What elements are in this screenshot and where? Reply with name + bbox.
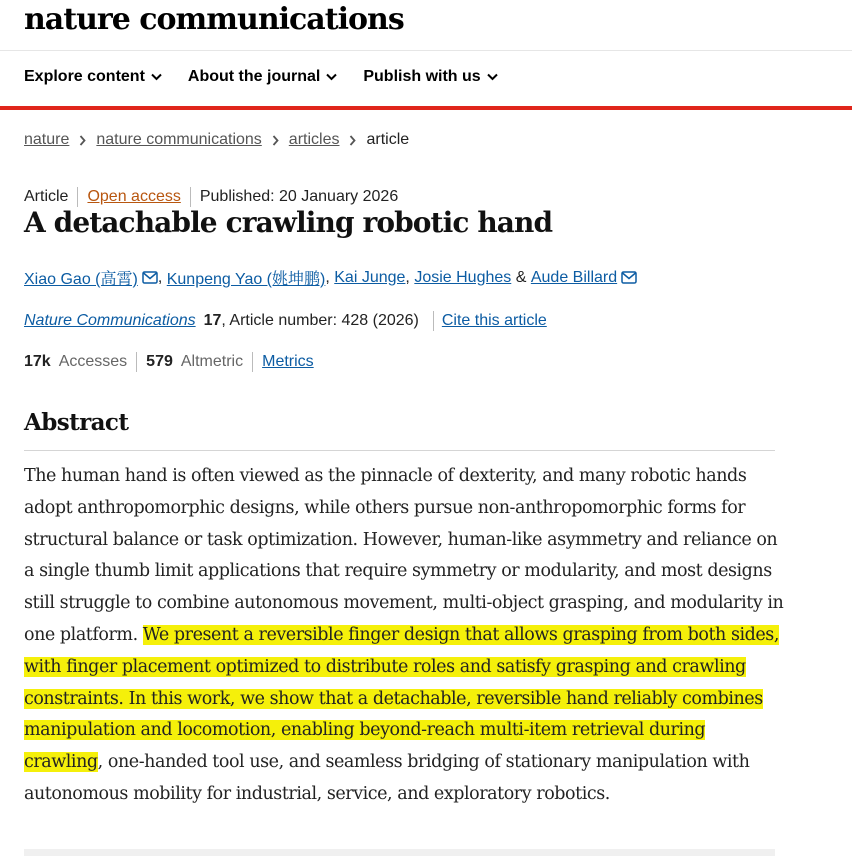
nav-item-label: About the journal [187,68,321,85]
accesses-value: 17k [24,353,51,370]
metrics-row [24,352,314,372]
divider [252,352,253,372]
divider [190,187,191,207]
breadcrumb-nature[interactable]: nature [24,131,70,148]
accesses-label: Accesses [58,353,128,370]
chevron-right-icon [272,135,279,146]
author-separator: , [157,268,163,286]
next-section-box [24,849,775,856]
volume-number: 17 [203,312,222,329]
nav-about-journal[interactable] [188,68,337,86]
author-link[interactable]: Xiao Gao (高霄) [24,271,138,288]
chevron-down-icon [151,73,162,81]
author-separator: , [405,268,410,286]
article-title: A detachable crawling robotic hand [24,206,553,239]
accent-bar [0,106,852,110]
author-separator: , [325,268,330,286]
breadcrumb-current: article [366,131,410,148]
nav-publish[interactable] [363,68,497,86]
author-link[interactable]: Kunpeng Yao (姚坤鹏) [166,271,326,288]
email-icon[interactable] [621,271,637,284]
chevron-right-icon [79,135,86,146]
altmetric-label: Altmetric [180,353,244,370]
breadcrumb-nature-communications[interactable]: nature communications [96,131,262,148]
abstract-text-start: The human hand is often viewed as the pinnacle of dexterity, and many robotic hands adopt anthropomorphic designs, while others pursue non-anthropomorphic forms for structural balance or task optimization. However, human-like asymmetry and reliance on a single thumb limit applications that require symmetry or modularity, and most designs still struggle to combine autonomous movement, multi-object grasping, and modularity in one platform. [24,466,784,645]
divider [433,311,434,331]
open-access-link[interactable]: Open access [87,188,181,205]
nav-item-label: Explore content [24,68,145,85]
journal-link[interactable]: Nature Communications [24,312,196,329]
header-divider [0,50,852,51]
altmetric-value: 579 [146,353,173,370]
main-nav [24,68,498,86]
article-number: , Article number: 428 (2026) [221,312,419,329]
nav-item-label: Publish with us [363,68,481,85]
article-meta [24,187,398,207]
chevron-right-icon [349,135,356,146]
author-and: & [515,268,527,286]
chevron-down-icon [326,73,337,81]
cite-article-link[interactable]: Cite this article [441,312,547,329]
abstract-divider [24,450,775,451]
citation-row [24,311,547,331]
article-type: Article [24,188,69,205]
published-date: Published: 20 January 2026 [199,188,399,205]
chevron-down-icon [487,73,498,81]
author-list [24,266,637,289]
nav-explore-content[interactable] [24,68,162,86]
divider [77,187,78,207]
email-icon[interactable] [142,271,158,284]
author-link[interactable]: Kai Junge [334,268,406,286]
highlighted-passage: We present a reversible finger design that allows grasping from both sides, with finger placement optimized to distribute roles and satisfy grasping and crawling constraints. In this work, we show that a detachable, reversible hand reliably combines manipulation and locomotion, enabling beyond-reach multi-item retrieval during crawling [24,624,779,773]
abstract-heading: Abstract [24,409,129,436]
author-link[interactable]: Aude Billard [530,268,618,286]
author-link[interactable]: Josie Hughes [414,268,512,286]
divider [136,352,137,372]
abstract-body [24,461,784,811]
site-logo[interactable]: nature communications [24,2,404,37]
breadcrumb [24,131,409,149]
metrics-link[interactable]: Metrics [262,353,314,370]
breadcrumb-articles[interactable]: articles [288,131,340,148]
abstract-text-end: , one-handed tool use, and seamless bridging of stationary manipulation with autonomous mobility for industrial, service, and exploratory robotics. [24,752,750,804]
